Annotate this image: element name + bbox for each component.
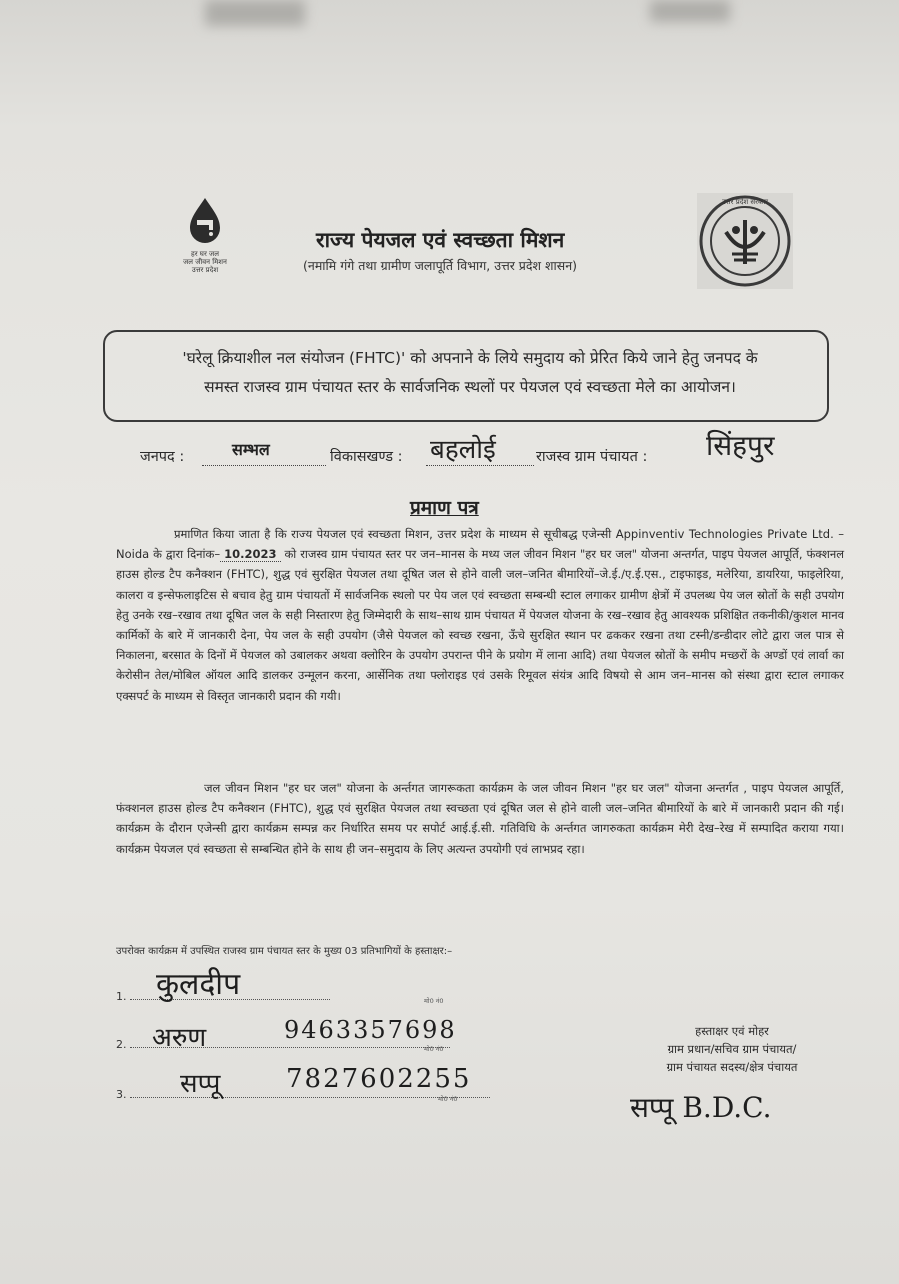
row-number: 3.	[116, 1088, 127, 1101]
stamp-line: हस्ताक्षर एवं मोहर	[695, 1024, 769, 1038]
paragraph-text: जल जीवन मिशन "हर घर जल" योजना के अर्न्तगत जागरूकता कार्यक्रम के जल जीवन मिशन "हर घर जल" योजना अन्तर्गत , पाइप पेयजल आपूर्ति, फंक्शनल हाउस होल्ड टैप कनैक्शन (FHTC), शुद्ध एवं सुरक्षित पेयजल तथा स्वच्छता एवं दूषित जल से होने वाली जल–जनित बीमारियों के बारे में जानकारी प्रदान की गई। कार्यक्रम के दौरान एजेन्सी द्वारा कार्यक्रम सम्पन्न कर निर्धारित समय पर सपोर्ट आई.ई.सी. गतिविधि के अर्न्तगत जागरुकता कार्यक्रम मेरी देख–रेख में सम्पादित कराया गया। कार्यक्रम पेयजल एवं स्वच्छता से सम्बन्धित होने के साथ ही जन–समुदाय के लिए अत्यन्त उपयोगी एवं लाभप्रद रहा।	[116, 781, 844, 856]
participant-signature: सप्पू	[180, 1069, 221, 1099]
logo-line: उत्तर प्रदेश	[191, 266, 219, 274]
notice-line: समस्त राजस्व ग्राम पंचायत स्तर के सार्वजनिक स्थलों पर पेयजल एवं स्वच्छता मेले का आयोजन।	[204, 378, 736, 396]
block-value: बहलोई	[430, 435, 496, 465]
paragraph-text: प्रमाणित किया जाता है कि राज्य पेयजल एवं स्वच्छता मिशन, उत्तर प्रदेश के माध्यम से सूचीबद्ध एजेन्सी Appinventiv Technologies Private Ltd. – Noida के द्वारा दिनांक–	[116, 527, 844, 562]
participant-signature: अरुण	[152, 1023, 207, 1053]
participant-mobile: 7827602255	[286, 1064, 472, 1094]
paragraph-text: को राजस्व ग्राम पंचायत स्तर पर जन–मानस के मध्य जल जीवन मिशन "हर घर जल" योजना अन्तर्गत, पाइप पेयजल आपूर्ति, फंक्शनल हाउस होल्ड टैप कनैक्शन (FHTC), शुद्ध एवं सुरक्षित पेयजल तथा दूषित जल से होने वाली जल–जनित बीमारियों–जे.ई./ए.ई.एस., टाइफाइड, मलेरिया, डायरिया, फाइलेरिया, कालरा व इन्सेफलाइटिस से बचाव हेतु ग्राम पंचायतों में सार्वजनिक स्थलो पर पेय जल एवं स्वच्छता सम्बन्धी स्टाल लगाकर ग्रामीण क्षेत्रों में उपलब्ध पेय जल स्रोतों के सही उपयोग हेतु उनके रख–रखाव तथा दूषित जल के सही निस्तारण हेतु जिम्मेदारी के साथ–साथ ग्राम पंचायत में पेयजल योजना के रख–रखाव हेतु आवश्यक प्रशिक्षित तकनीकी/कुशल मानव कार्मिकों के बारे में जानकारी देना, पेय जल के सही उपयोग (जैसे पेयजल को स्वच्छ रखना, ऊँचे सुरक्षित स्थान पर ढककर रखना तथा टस्नी/डन्डीदार लोटे द्वारा जल पात्र से निकालना, बरसात के दिनों में पेयजल को उबालकर अथवा क्लोरिन के उपयोग उपरान्त पीने के प्रयोग में लाना आदि) तथा पेयजल स्रोतों के समीप मच्छरों के अण्डों एवं लार्वा का केरोसीन तेल/मोबिल ऑयल आदि डालकर उन्मूलन करना, आर्सेनिक तथा फ्लोराइड एवं उसके रिमूवल संयंत्र आदि विषयो से आम जन–मानस को संस्था द्वारा स्टाल लगाकर एक्सपर्ट के माध्यम से विस्तृत जानकारी प्रदान की गयी।	[116, 547, 845, 703]
scan-smudge	[650, 0, 730, 22]
authority-signature: सप्पू B.D.C.	[630, 1091, 772, 1124]
signatures-intro: उपरोक्त कार्यक्रम में उपस्थित राजस्व ग्राम पंचायत स्तर के मुख्य 03 प्रतिभागियों के हस्ताक्षर:–	[116, 946, 453, 957]
seal-text: उत्तर प्रदेश सरकार	[721, 198, 769, 206]
header-subtitle: (नमामि गंगे तथा ग्रामीण जलापूर्ति विभाग, उत्तर प्रदेश शासन)	[303, 258, 578, 273]
scan-smudge	[205, 0, 305, 26]
logo-line: जल जीवन मिशन	[183, 258, 227, 266]
water-drop-tap-icon	[183, 196, 227, 246]
certificate-paragraph-2	[116, 778, 844, 859]
district-label: जनपद :	[140, 449, 185, 465]
authority-signature-block	[632, 1022, 832, 1076]
har-ghar-jal-logo	[170, 196, 240, 280]
program-date: 10.2023	[220, 547, 280, 562]
row-number: 1.	[116, 990, 127, 1003]
stamp-line: ग्राम पंचायत सदस्य/क्षेत्र पंचायत	[666, 1060, 798, 1074]
certificate-heading: प्रमाण पत्र	[410, 497, 479, 519]
location-fields	[140, 429, 840, 476]
participant-signature: कुलदीप	[156, 967, 241, 1002]
participant-mobile: 9463357698	[284, 1016, 457, 1044]
header-title: राज्य पेयजल एवं स्वच्छता मिशन	[316, 227, 565, 252]
mobile-label: मो0 नं0	[438, 1095, 458, 1103]
logo-line: हर घर जल	[191, 250, 219, 258]
district-value: सम्भल	[232, 440, 270, 459]
stamp-line: ग्राम प्रधान/सचिव ग्राम पंचायत/	[667, 1042, 797, 1056]
mobile-label: मो0 नं0	[424, 997, 444, 1005]
certificate-paragraph-1	[116, 524, 844, 706]
notice-text	[120, 344, 820, 402]
block-label: विकासखण्ड :	[330, 449, 403, 465]
mobile-label: मो0 नं0	[424, 1045, 444, 1053]
panchayat-label: राजस्व ग्राम पंचायत :	[536, 449, 648, 465]
panchayat-value: सिंहपुर	[706, 429, 775, 462]
notice-line: 'घरेलू क्रियाशील नल संयोजन (FHTC)' को अपनाने के लिये समुदाय को प्रेरित किये जाने हेतु जनपद के	[182, 349, 758, 367]
row-number: 2.	[116, 1038, 127, 1051]
